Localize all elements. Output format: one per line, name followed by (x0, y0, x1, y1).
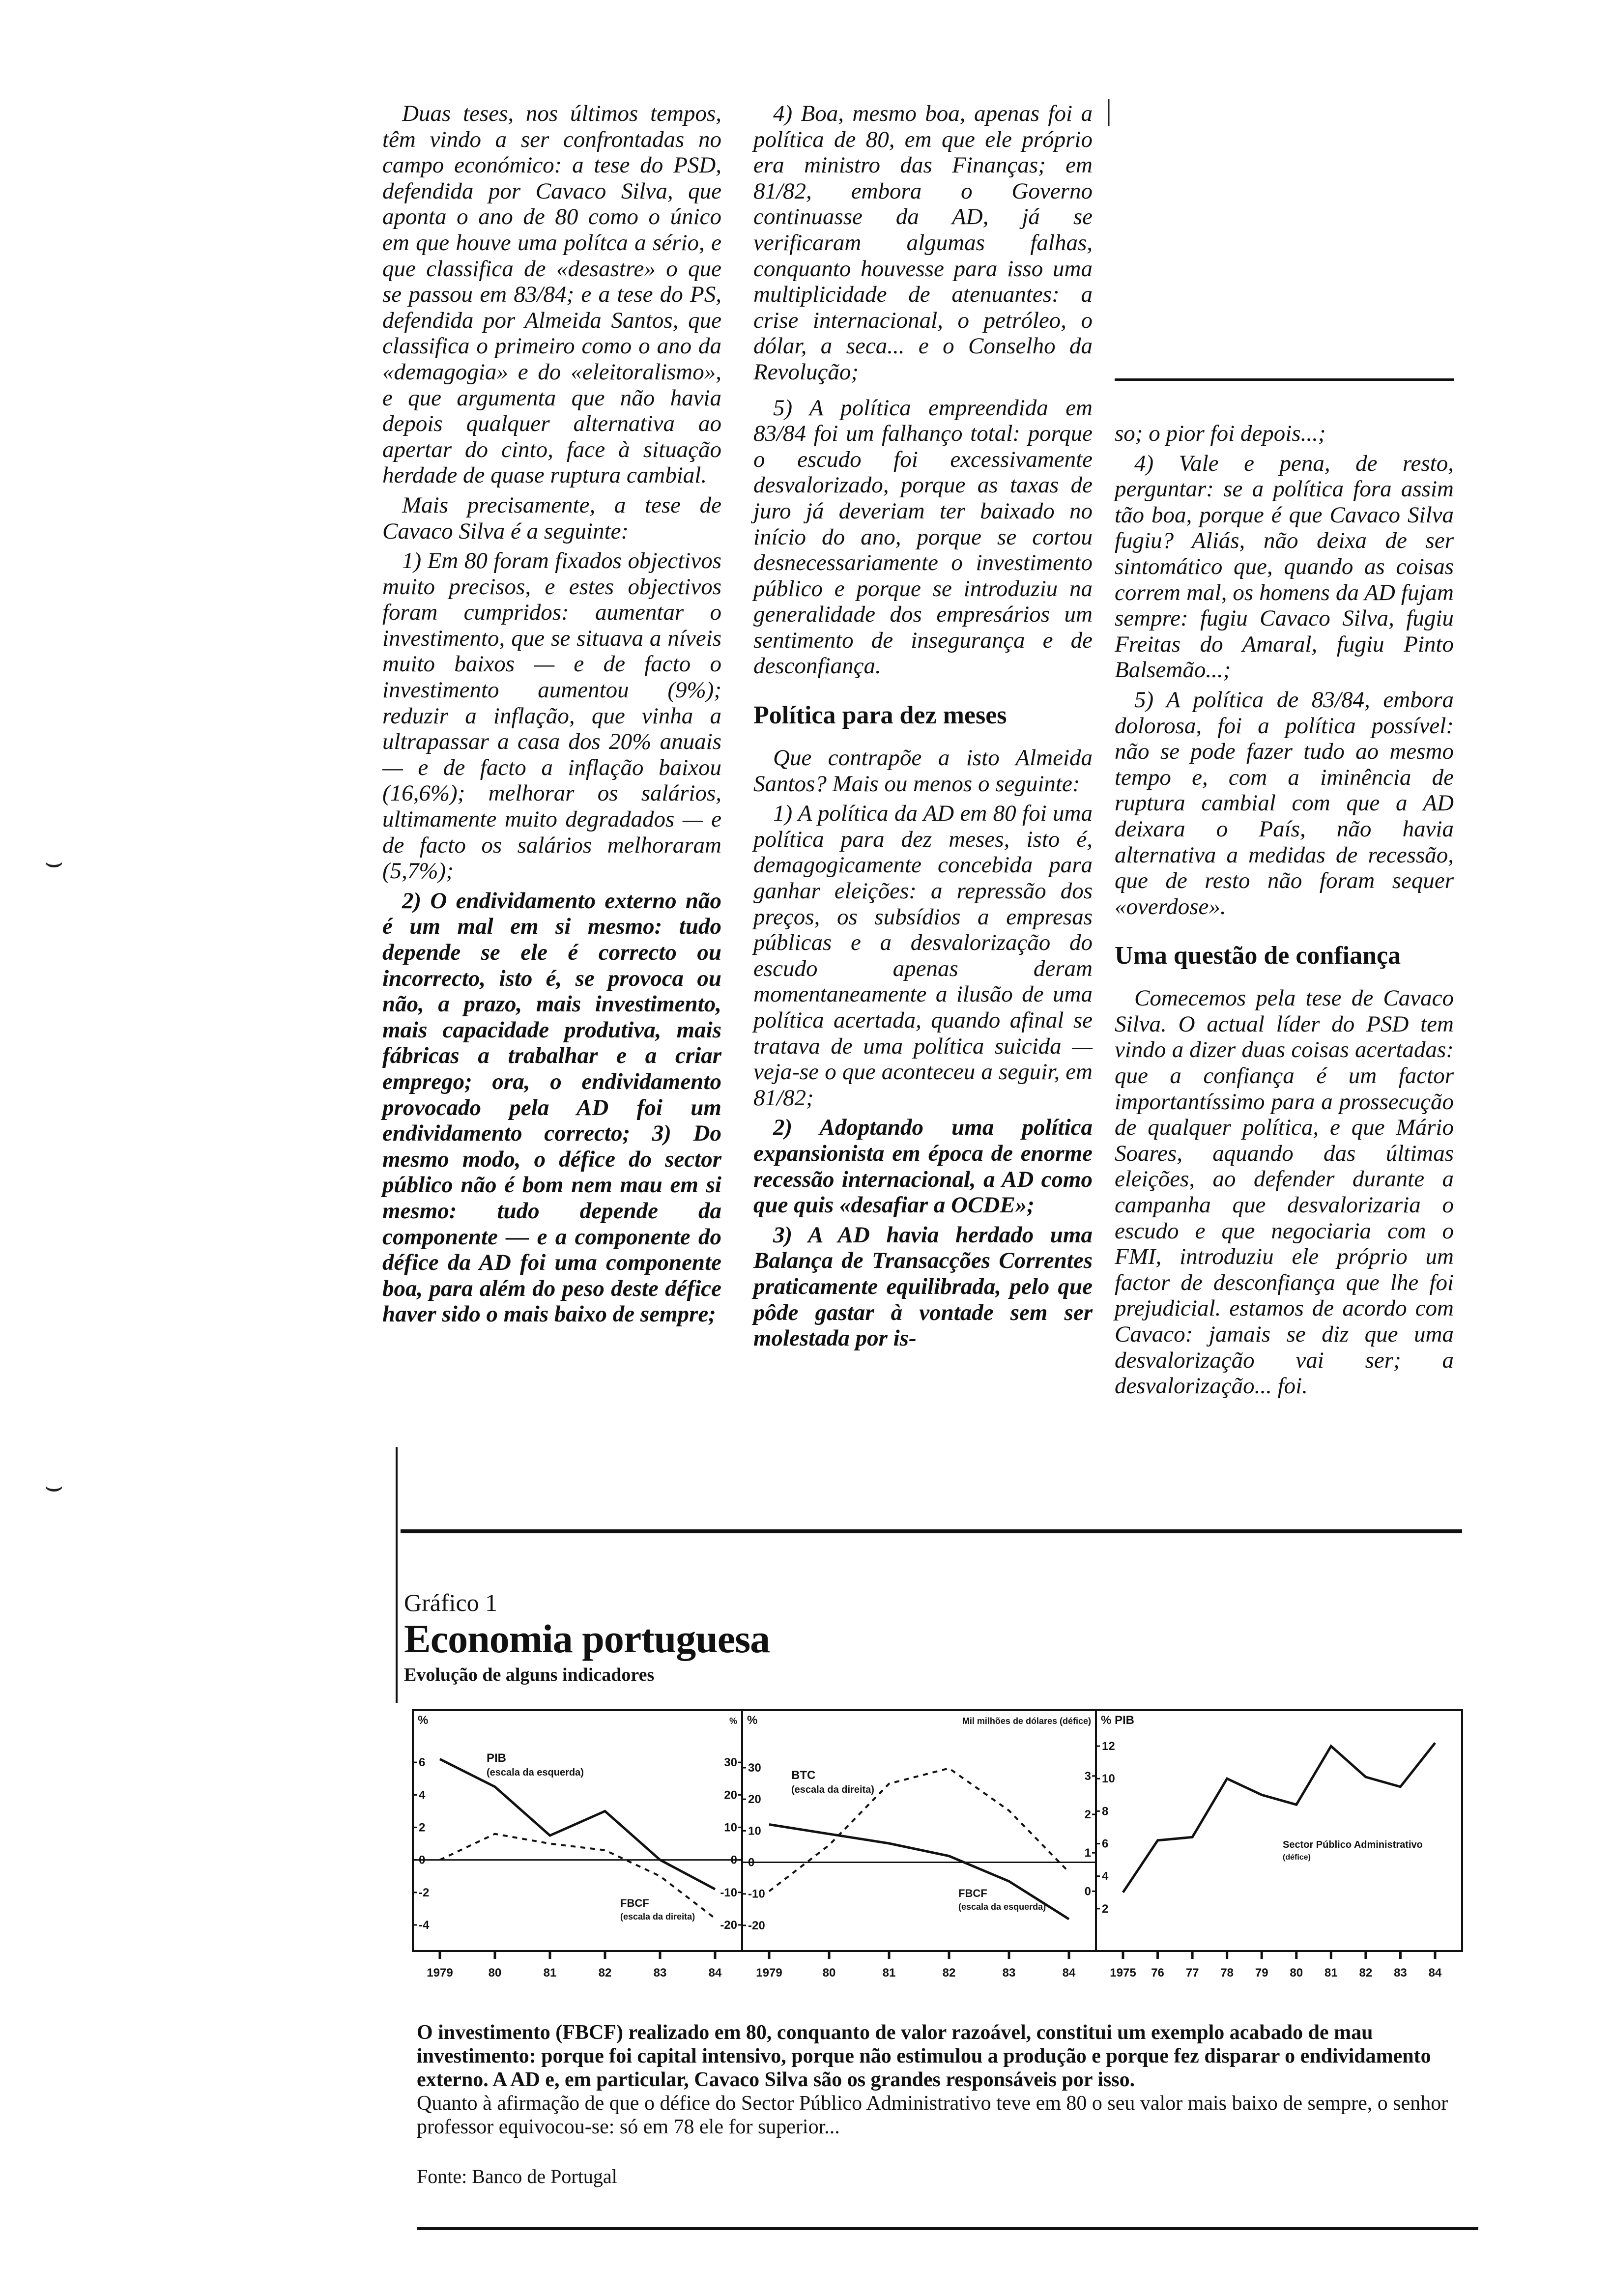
chart1-right-tick-label: -20 (720, 1918, 737, 1932)
article-column-2 (753, 101, 1093, 1355)
chart1-left-tick-label: 4 (419, 1788, 426, 1802)
figure-label: Gráfico 1 (404, 1589, 498, 1616)
chart3-xtick-label: 82 (1359, 1966, 1373, 1980)
margin-mark-2: ⌣ (44, 1470, 64, 1502)
chart1-right-unit: % (729, 1716, 737, 1726)
chart1-right-tick-label: 30 (724, 1756, 737, 1770)
chart2-left-tick-label: 10 (748, 1824, 761, 1838)
col1-paragraph-1: Duas teses, nos últimos tempos, têm vindo a ser confrontadas no campo económico: a tese do PSD, defendida por Cavaco Silva, que aponta o ano de 80 como o único em que houve uma polítca a sério, e que classifica de «desastre» o que se passou em 83/84; e a tese do PS, defendida por Almeida Santos, que classifica o primeiro como o ano da «demagogia» e do «eleitoralismo», e que argumenta que não havia depois qualquer alternativa ao apertar do cinto, face à situação herdade de quase ruptura cambial. (382, 101, 721, 488)
chart1-xtick-label: 84 (708, 1966, 722, 1980)
chart-frame-1 (413, 1710, 742, 1951)
col3-paragraph-3: 5) A política de 83/84, embora dolorosa, foi a política possível: não se pode fazer tudo ao mesmo tempo e, com a iminência de ruptura cambial com que a AD deixara o País, não havia alternativa a medidas de recessão, que de resto não foram sequer «overdose». (1115, 687, 1454, 919)
col3-paragraph-2: 4) Vale e pena, de resto, perguntar: se a política fora assim tão boa, porque é que Cavaco Silva fugiu? Aliás, não deixa de ser sintomático que, quando as coisas correm mal, os homens da AD fujam sempre: fugiu Cavaco Silva, fugiu Freitas do Amaral, fugiu Pinto Balsemão...; (1115, 450, 1454, 683)
chart3-xtick-label: 78 (1220, 1966, 1234, 1980)
chart3-left-tick-label: 12 (1102, 1740, 1115, 1753)
chart1-left-tick-label: 6 (419, 1756, 426, 1770)
chart2-series-label-btc: BTC (791, 1769, 816, 1782)
article-column-1 (382, 101, 721, 1331)
chart3-left-tick-label: 4 (1102, 1869, 1109, 1883)
chart2-xtick-label: 1979 (756, 1966, 782, 1980)
figure-left-bracket (396, 1447, 398, 1703)
chart3-left-tick-label: 6 (1102, 1837, 1109, 1851)
chart3-xtick-label: 84 (1428, 1966, 1442, 1980)
col1-paragraph-2: Mais precisamente, a tese de Cavaco Silva é a seguinte: (382, 492, 721, 544)
chart3-left-tick-label: 8 (1102, 1805, 1109, 1818)
col3-paragraph-1: so; o pior foi depois...; (1115, 421, 1326, 446)
chart3-xtick-label: 1975 (1110, 1966, 1136, 1980)
chart-frame-2 (742, 1710, 1096, 1951)
chart1-left-tick-label: 2 (419, 1821, 426, 1835)
chart3-xtick-label: 81 (1324, 1966, 1338, 1980)
chart1-series-label-pib-sub: (escala da esquerda) (487, 1767, 584, 1778)
chart1-xtick-label: 1979 (427, 1966, 453, 1980)
chart-frame-3 (1096, 1710, 1462, 1951)
chart1-xtick-label: 82 (598, 1966, 612, 1980)
chart1-series-label-pib: PIB (487, 1751, 507, 1765)
col2-paragraph-1: 4) Boa, mesmo boa, apenas foi a política de 80, em que ele próprio era ministro das Finanças; em 81/82, embora o Governo continuasse da AD, já se verificaram algumas falhas, conquanto houvesse para isso uma multiplicidade de atenuantes: a crise internacional, o petróleo, o dólar, a seca... e o Conselho da Revolução; (753, 101, 1093, 385)
chart1-right-tick-label: 10 (724, 1821, 737, 1835)
chart3-series-label-spa-sub: (défice) (1283, 1853, 1311, 1862)
chart1-right-tick-label: -10 (720, 1886, 737, 1899)
article-column-3 (1115, 421, 1454, 1403)
chart2-series-line-2 (769, 1825, 1069, 1920)
chart3-left-unit: % PIB (1101, 1714, 1135, 1727)
col1-paragraph-3: 1) Em 80 foram fixados objectivos muito precisos, e estes objectivos foram cumpridos: aumentar o investimento, que se situava a níveis muito baixos — e de facto o investimento aumentou (9%); reduzir a inflação, que vinha a ultrapassar a casa dos 20% anuais — e de facto a inflação baixou (16,6%); melhorar os salários, ultimamente muito degradados — e de facto os salários melhoraram (5,7%); (382, 548, 721, 884)
chart2-series-label-btc-sub: (escala da direita) (791, 1784, 874, 1795)
chart3-xtick-label: 76 (1151, 1966, 1164, 1980)
chart1-left-unit: % (418, 1714, 429, 1727)
chart1-series-label-fbcf-sub: (escala da direita) (620, 1912, 695, 1922)
chart3-xtick-label: 80 (1290, 1966, 1303, 1980)
col1-paragraph-4: 2) O endividamento externo não é um mal em si mesmo: tudo depende se ele é correcto ou incorrecto, isto é, se provoca ou não, a prazo, mais investimento, mais capacidade produtiva, mais fábricas a trabalhar e a criar emprego; ora, o endividamento provocado pela AD foi um endividamento correcto; 3) Do mesmo modo, o défice do sector público não é bom nem mau em si mesmo: tudo depende da componente — e a componente do défice da AD foi uma componente boa, para além do peso deste défice haver sido o mais baixo de sempre; (382, 888, 721, 1327)
col2-paragraph-5: 2) Adoptando uma política expansionista em época de enorme recessão internacional, a AD como que quis «desafiar a OCDE»; (753, 1115, 1093, 1218)
chart1-xtick-label: 81 (543, 1966, 557, 1980)
chart1-series-label-fbcf: FBCF (620, 1897, 649, 1909)
chart2-left-tick-label: 0 (748, 1856, 755, 1869)
chart1-series-line-1 (440, 1759, 715, 1890)
chart2-left-tick-label: -20 (748, 1919, 765, 1932)
chart2-xtick-label: 80 (822, 1966, 836, 1980)
chart1-left-tick-label: -4 (419, 1918, 430, 1932)
chart3-xtick-label: 77 (1185, 1966, 1199, 1980)
caption-paragraph-2: Quanto à afirmação de que o défice do Sector Público Administrativo teve em 80 o seu valor mais baixo de sempre, o senhor professor equivocou-se: só em 78 ele for superior... (417, 2092, 1448, 2138)
chart1-right-tick-label: 20 (724, 1788, 737, 1802)
chart1-left-tick-label: 0 (419, 1853, 426, 1867)
figure-top-rule (401, 1529, 1462, 1533)
figure-title: Economia portuguesa (404, 1616, 770, 1661)
chart3-xtick-label: 79 (1255, 1966, 1268, 1980)
chart3-left-tick-label: 2 (1102, 1902, 1109, 1916)
chart1-right-tick-label: 0 (730, 1853, 737, 1867)
margin-mark-top: | (1106, 94, 1112, 126)
chart2-left-tick-label: 30 (748, 1761, 761, 1775)
chart1-series-line-2 (440, 1834, 715, 1919)
chart2-xtick-label: 81 (882, 1966, 896, 1980)
chart2-left-tick-label: -10 (748, 1887, 765, 1901)
margin-mark-1: ⌣ (44, 846, 64, 878)
chart2-right-unit: Mil milhões de dólares (défice) (962, 1716, 1091, 1726)
chart3-series-label-spa: Sector Público Administrativo (1283, 1839, 1423, 1850)
chart2-series-label-fbcf-sub: (escala da esquerda) (958, 1902, 1046, 1912)
figure-caption (417, 2021, 1478, 2139)
chart2-left-tick-label: 20 (748, 1793, 761, 1807)
chart2-xtick-label: 82 (942, 1966, 956, 1980)
column-3-top-rule (1115, 378, 1454, 381)
chart2-left-unit: % (747, 1714, 758, 1727)
chart3-xtick-label: 83 (1394, 1966, 1407, 1980)
chart1-xtick-label: 83 (653, 1966, 667, 1980)
col2-heading: Política para dez meses (753, 701, 1007, 730)
col2-paragraph-6: 3) A AD havia herdado uma Balança de Transacções Correntes praticamente equilibrada, pelo que pôde gastar à vontade sem ser molestada por is- (753, 1222, 1093, 1351)
figure-subtitle: Evolução de alguns indicadores (404, 1665, 655, 1685)
col2-paragraph-2: 5) A política empreendida em 83/84 foi um falhanço total: porque o escudo foi excessivamente desvalorizado, porque as taxas de juro já deveriam ter baixado no início do ano, porque se cortou desnecessariamente o investimento público e porque se introduziu na generalidade dos empresários um sentimento de insegurança e de desconfiança. (753, 395, 1093, 679)
col2-paragraph-3: Que contrapõe a isto Almeida Santos? Mais ou menos o seguinte: (753, 745, 1093, 797)
chart2-right-tick-label: 1 (1084, 1846, 1091, 1860)
chart1-left-tick-label: -2 (419, 1886, 430, 1899)
chart2-right-tick-label: 2 (1084, 1808, 1091, 1821)
chart3-series-line-1 (1123, 1743, 1435, 1893)
col3-paragraph-4: Comecemos pela tese de Cavaco Silva. O actual líder do PSD tem vindo a dizer duas coisas acertadas: que a confiança é um factor importantíssimo para a prossecução de qualquer política, e que Mário Soares, aquando das últimas eleições, ao defender durante a campanha que desvalorizaria o escudo e que negociaria com o FMI, introduziu ele próprio um factor de desconfiança que lhe foi prejudicial. estamos de acordo com Cavaco: jamais se diz que uma desvalorização vai ser; a desvalorização... foi. (1115, 985, 1454, 1399)
chart2-right-tick-label: 3 (1084, 1769, 1091, 1783)
figure-source: Fonte: Banco de Portugal (417, 2165, 617, 2187)
col3-heading: Uma questão de confiança (1115, 942, 1401, 970)
chart2-right-tick-label: 0 (1084, 1885, 1091, 1898)
chart3-left-tick-label: 10 (1102, 1772, 1115, 1786)
chart2-xtick-label: 83 (1002, 1966, 1016, 1980)
chart2-series-label-fbcf: FBCF (958, 1887, 987, 1899)
col2-paragraph-4: 1) A política da AD em 80 foi uma política para dez meses, isto é, demagogicamente concebida para ganhar eleições: a repressão dos preços, os subsídios a empresas públicas e a desvalorização do escudo apenas deram momentaneamente a ilusão de uma política acertada, quando afinal se tratava de uma política suicida — veja-se o que aconteceu a seguir, em 81/82; (753, 801, 1093, 1111)
chart2-xtick-label: 84 (1062, 1966, 1076, 1980)
caption-paragraph-1: O investimento (FBCF) realizado em 80, conquanto de valor razoável, constitui um exemplo acabado de mau investimento: porque foi capital intensivo, porque não estimulou a produção e porque fez disparar o endividamento externo. A AD e, em particular, Cavaco Silva são os grandes responsáveis por isso. (417, 2021, 1431, 2091)
chart1-xtick-label: 80 (488, 1966, 502, 1980)
chart2-series-line-1 (769, 1768, 1069, 1891)
page-bottom-rule (417, 2227, 1478, 2230)
